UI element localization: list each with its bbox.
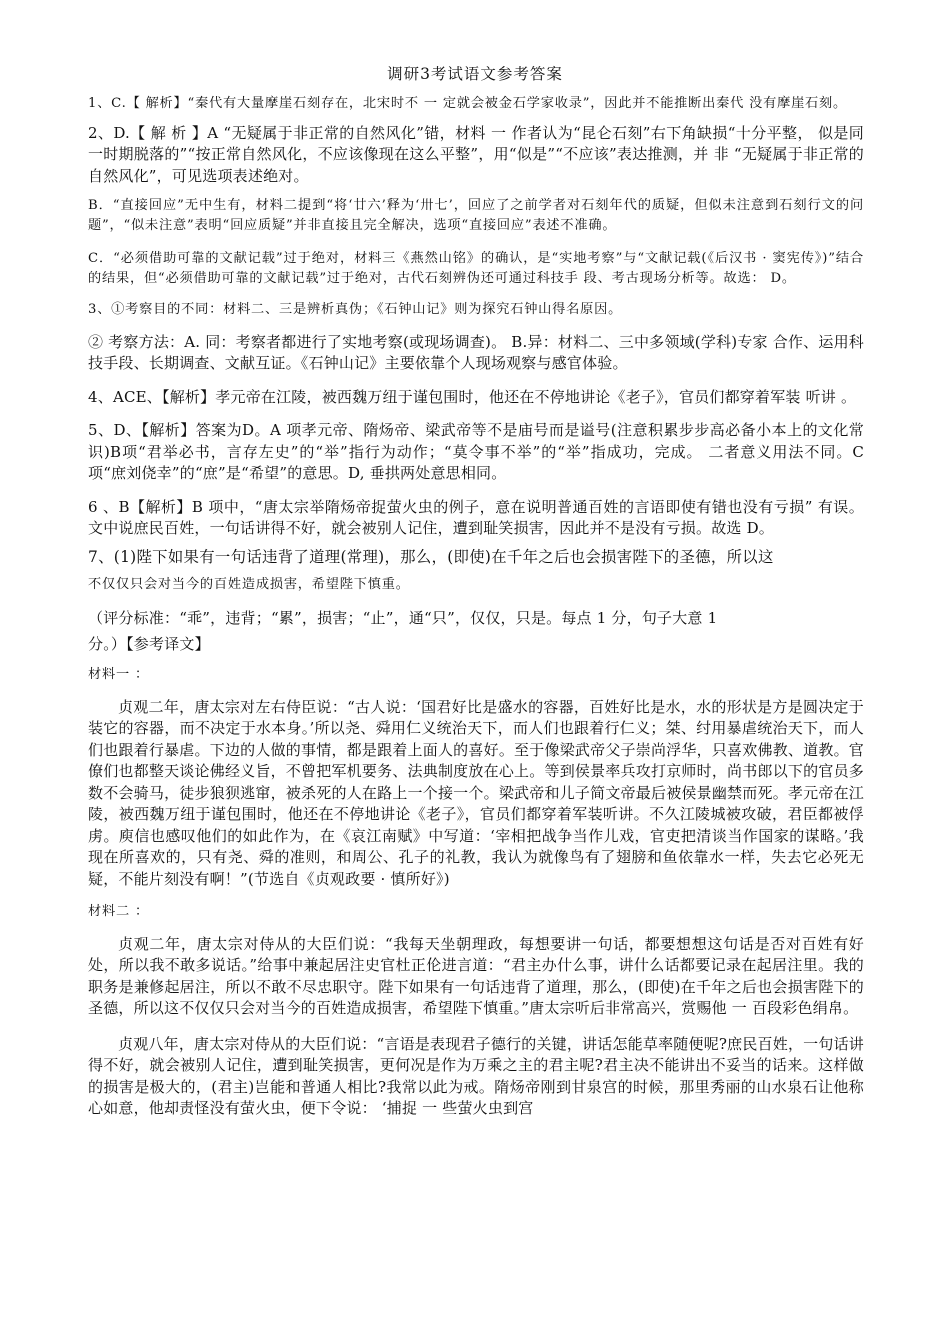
answer-7-line-2: 不仅仅只会对当今的百姓造成损害，希望陛下慎重。: [88, 576, 410, 592]
material-2-text-1: 贞观二年，唐太宗对侍从的大臣们说：“我每天坐朝理政，每想要讲一句话，都要想想这句话是否对百姓有好处，所以我不敢多说话。”给事中兼起居注史官杜正伦进言道：“君主办什么事，讲什么话都要记录在起居注里。我的职务是兼修起居注，所以不敢不尽忠职守。陛下如果有一句话违背了道理，那么，(即使)在千年之后也会损害陛下的圣德，所以这不仅仅只会对当今的百姓造成损害，希望陛下慎重。”唐太宗听后非常高兴，赏赐他 一 百段彩色绢帛。: [88, 934, 864, 1017]
answer-4: 4、ACE、【解析】孝元帝在江陵，被西魏万纽于谨包围时，他还在不停地讲论《老子》，官员们都穿着军装 听讲 。: [88, 387, 857, 406]
document-body: [88, 94, 864, 1120]
material-2-text-2: 贞观八年，唐太宗对侍从的大臣们说：“言语是表现君子德行的关键，讲话怎能草率随便呢?庶民百姓，一句话讲得不好，就会被别人记住，遭到耻笑损害，更何况是作为万乘之主的君主呢?君主决不能讲出不妥当的话来。这样做的损害是极大的，(君主)岂能和普通人相比?我常以此为戒。隋炀帝刚到甘泉宫的时候，那里秀丽的山水泉石让他称心如意，他却责怪没有萤火虫，便下令说： ‘捕捉 一 些萤火虫到宫: [88, 1034, 864, 1117]
scoring-standard-line-1: （评分标准：“乖”，违背；“累”，损害；“止”，通“只”，仅仅，只是。每点 1 分，句子大意 1: [88, 609, 718, 627]
material-1-text: 贞观二年，唐太宗对左右侍臣说：“古人说：‘国君好比是盛水的容器，百姓好比是水，水的形状是方是圆决定于装它的容器，而不决定于水本身。’所以尧、舜用仁义统治天下，而人们也跟着行仁义；桀、纣用暴虐统治天下，而人们也跟着行暴虐。下边的人做的事情，都是跟着上面人的喜好。至于像梁武帝父子崇尚浮华，只喜欢佛教、道教。官僚们也都整天谈论佛经义旨，不曾把军机要务、法典制度放在心上。等到侯景率兵攻打京师时，尚书郎以下的官员多数不会骑马，徒步狼狈逃窜，被杀死的人在路上一个接一个。梁武帝和儿子简文帝最后被侯景幽禁而死。孝元帝在江陵，被西魏万纽于谨包围时，他还在不停地讲论《老子》，官员们都穿着军装听讲。不久江陵城被攻破，君臣都被俘虏。庾信也感叹他们的如此作为，在《哀江南赋》中写道：‘宰相把战争当作儿戏，官吏把清谈当作国家的谋略。’我现在所喜欢的，只有尧、舜的准则，和周公、孔子的礼教，我认为就像鸟有了翅膀和鱼依靠水一样，失去它必死无疑，不能片刻没有啊！”(节选自《贞观政要 · 慎所好》): [88, 697, 864, 888]
answer-3: 3、①考察目的不同：材料二、三是辨析真伪；《石钟山记》则为探究石钟山得名原因。: [88, 302, 623, 317]
answer-3-method: ② 考察方法：A. 同：考察者都进行了实地考察(或现场调查)。 B.异：材料二、三中多领域(学科)专家 合作、运用科技手段、长期调查、文献互证。《石钟山记》主要依靠个人现场观察与感官体验。: [88, 332, 864, 372]
material-2-heading: 材料二 ：: [88, 904, 149, 919]
answer-1: 1、C.【 解析】“秦代有大量摩崖石刻存在，北宋时不 一 定就会被金石学家收录”，因此并不能推断出秦代 没有摩崖石刻。: [88, 96, 848, 111]
answer-7-line-1: 7、(1)陛下如果有一句话违背了道理(常理)，那么，(即使)在千年之后也会损害陛下的圣德，所以这: [88, 547, 774, 566]
answer-2-option-c: C．“必须借助可靠的文献记载”过于绝对，材料三《燕然山铭》的确认，是“实地考察”与“文献记载(《后汉书 · 窦宪传》)”结合的结果，但“必须借助可靠的文献记载”过于绝对，古代石刻辨伪还可通过科技手 段、考古现场分析等。故选： D。: [88, 251, 864, 286]
answer-2: 2、D.【 解 析 】A “无疑属于非正常的自然风化”错，材料 一 作者认为“昆仑石刻”右下角缺损“十分平整， 似是同一时期脱落的”“按正常自然风化，不应该像现在这么平整”，用“似是”“不应该”表达推测，并 非 “无疑属于非正常的自然风化”，可见选项表述绝对。: [88, 123, 864, 185]
scoring-standard-line-2: 分。）【参考译文】: [88, 634, 210, 653]
material-1-heading: 材料一 ：: [88, 667, 149, 682]
answer-5: 5、D、【解析】答案为D。A 项孝元帝、隋炀帝、梁武帝等不是庙号而是谥号(注意积累步步高必备小本上的文化常识)B项“君举必书，言存左史”的“举”指行为动作；“莫令事不举”的“举”指成功，完成。 二者意义用法不同。C 项“庶刘侥幸”的“庶”是“希望”的意思。D, 垂拱两处意思相同。: [88, 421, 864, 482]
answer-6: 6 、B【解析】B 项中，“唐太宗举隋炀帝捉萤火虫的例子，意在说明普通百姓的言语即使有错也没有亏损” 有误。文中说庶民百姓，一句话讲得不好，就会被别人记住，遭到耻笑损害，因此并不是没有亏损。故选 D。: [88, 497, 864, 537]
answer-2-option-b: B．“直接回应”无中生有，材料二提到“将‘廿六’释为‘卅七’，回应了之前学者对石刻年代的质疑，但似未注意到石刻行文的问题”，“似未注意”表明“回应质疑”并非直接且完全解决，选项“直接回应”表述不准确。: [88, 198, 864, 233]
document-title: 调研3考试语文参考答案: [387, 65, 563, 83]
